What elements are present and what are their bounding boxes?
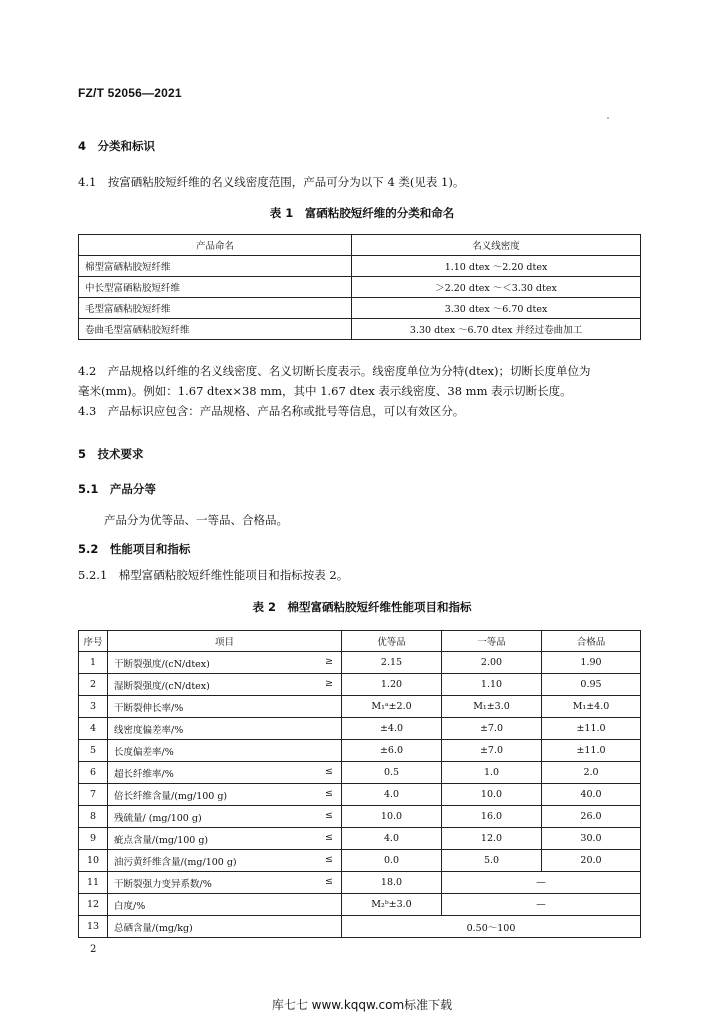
table1-header: 产品命名 [79,235,352,256]
table2-header-row [79,631,641,652]
table2-item-cell [108,674,342,696]
table2-cell: 9 [79,828,108,850]
table2-item-cell [108,740,342,762]
table2-cell: 12.0 [442,828,542,850]
table2-performance [78,630,641,938]
table2-header: 序号 [79,631,108,652]
table1-header: 名义线密度 [352,235,641,256]
page-number: 2 [90,944,97,955]
table-row [79,828,641,850]
table2-body [79,652,641,872]
table2-item-cell [108,872,342,894]
table1-cell: 中长型富硒粘胶短纤维 [79,277,352,298]
table2-cell: ±7.0 [442,718,542,740]
table2-item-label: 干断裂伸长率/% [114,702,184,714]
table2-cell: 2.00 [442,652,542,674]
table2-cell: 1.10 [442,674,542,696]
table-row [79,277,641,298]
table2-cell: ±7.0 [442,740,542,762]
table1-cell: 1.10 dtex ～2.20 dtex [352,256,641,277]
table-row [79,696,641,718]
table2-item-cell [108,784,342,806]
table2-item-cell [108,762,342,784]
table2-item-cell [108,718,342,740]
table2-item-label: 倍长纤维含量/(mg/100 g) [114,790,228,802]
table2-cell: 6 [79,762,108,784]
table2-item-label: 疵点含量/(mg/100 g) [114,834,209,846]
table2-cell: 10.0 [342,806,442,828]
table2-cell: 0.95 [542,674,641,696]
table2-item-label: 油污黄纤维含量/(mg/100 g) [114,856,237,868]
table2-operator: ≤ [325,765,333,777]
paragraph-5-1: 产品分为优等品、一等品、合格品。 [104,513,288,527]
table2-cell: 5 [79,740,108,762]
table2-cell: 18.0 [342,872,442,894]
table2-header: 一等品 [442,631,542,652]
table2-item-cell [108,696,342,718]
table2-header: 合格品 [542,631,641,652]
table2-item-cell [108,828,342,850]
table-row [79,674,641,696]
table2-item-label: 长度偏差率/% [114,746,174,758]
table-row [79,256,641,277]
paragraph-4-2-line2: 毫米(mm)。例如：1.67 dtex×38 mm，其中 1.67 dtex 表示线密度、38 mm 表示切断长度。 [78,384,572,398]
table2-item-label: 干断裂强度/(cN/dtex) [114,658,210,670]
table2-operator: ≥ [325,655,333,667]
paragraph-4-1: 4.1 按富硒粘胶短纤维的名义线密度范围，产品可分为以下 4 类(见表 1)。 [78,175,465,189]
table2-cell: M₁ᵃ±2.0 [342,696,442,718]
table1-caption: 表 1 富硒粘胶短纤维的分类和命名 [269,206,455,220]
table1-cell: 毛型富硒粘胶短纤维 [79,298,352,319]
table-row [79,652,641,674]
table2-cell: 40.0 [542,784,641,806]
table2-cell: 11 [79,872,108,894]
table2-cell: 1 [79,652,108,674]
table1-header-row [79,235,641,256]
table2-operator: ≤ [325,831,333,843]
table2-item-cell [108,652,342,674]
table2-cell: 10 [79,850,108,872]
table2-item-label: 线密度偏差率/% [114,724,184,736]
table2-cell: 2.0 [542,762,641,784]
table2-cell: 8 [79,806,108,828]
table2-item-label: 总硒含量/(mg/kg) [114,922,193,934]
table2-item-label: 白度/% [114,900,146,912]
table2-cell: 26.0 [542,806,641,828]
table2-cell: 0.50～100 [342,916,641,938]
table2-cell: 0.5 [342,762,442,784]
paragraph-5-2-1: 5.2.1 棉型富硒粘胶短纤维性能项目和指标按表 2。 [78,568,349,582]
section-5-title: 5 技术要求 [78,447,144,461]
table2-cell: 20.0 [542,850,641,872]
table1-cell: 3.30 dtex ～6.70 dtex [352,298,641,319]
table2-cell: 7 [79,784,108,806]
table-row [79,872,641,894]
footer-watermark: 库七七 www.kqqw.com标准下载 [271,998,453,1012]
table2-header: 优等品 [342,631,442,652]
table2-cell: 1.90 [542,652,641,674]
table-row [79,916,641,938]
table2-cell: 16.0 [442,806,542,828]
paragraph-4-2-line1: 4.2 产品规格以纤维的名义线密度、名义切断长度表示。线密度单位为分特(dtex)；切断长度单位为 [78,364,591,378]
table2-cell: 4 [79,718,108,740]
table1-classification [78,234,641,340]
table2-cell: 12 [79,894,108,916]
table2-cell: 13 [79,916,108,938]
table2-cell: 4.0 [342,828,442,850]
table2-item-cell [108,916,342,938]
table2-cell: M₂ᵇ±3.0 [342,894,442,916]
table-row [79,806,641,828]
table2-header: 项目 [108,631,342,652]
table2-operator: ≤ [325,809,333,821]
table1-cell: ＞2.20 dtex ～＜3.30 dtex [352,277,641,298]
table2-cell: ±4.0 [342,718,442,740]
table2-cell: ±6.0 [342,740,442,762]
paragraph-4-3: 4.3 产品标识应包含：产品规格、产品名称或批号等信息，可以有效区分。 [78,404,465,418]
table2-operator: ≤ [325,787,333,799]
table2-operator: ≤ [325,875,333,887]
table-row [79,850,641,872]
table2-cell: 0.0 [342,850,442,872]
table2-cell: ±11.0 [542,718,641,740]
table-row [79,298,641,319]
table-row [79,894,641,916]
table1-cell: 3.30 dtex ～6.70 dtex 并经过卷曲加工 [352,319,641,340]
table2-cell: 5.0 [442,850,542,872]
scan-speck [607,117,609,119]
table2-cell: M₁±4.0 [542,696,641,718]
table2-cell: — [442,894,641,916]
table2-cell: 3 [79,696,108,718]
table2-caption: 表 2 棉型富硒粘胶短纤维性能项目和指标 [252,600,472,614]
table-row [79,319,641,340]
table2-cell: ±11.0 [542,740,641,762]
table1-cell: 棉型富硒粘胶短纤维 [79,256,352,277]
table2-cell: 1.20 [342,674,442,696]
table2-item-cell [108,806,342,828]
standard-code: FZ/T 52056—2021 [78,86,182,100]
section-5-1-title: 5.1 产品分等 [78,482,156,496]
table2-item-cell [108,894,342,916]
table-row [79,762,641,784]
table2-cell: M₁±3.0 [442,696,542,718]
section-4-title: 4 分类和标识 [78,139,156,153]
table2-item-cell [108,850,342,872]
table-row [79,740,641,762]
table2-cell: — [442,872,641,894]
table2-cell: 2.15 [342,652,442,674]
table2-item-label: 残硫量/ (mg/100 g) [114,812,202,824]
table2-cell: 30.0 [542,828,641,850]
table-row [79,784,641,806]
table2-item-label: 干断裂强力变异系数/% [114,878,212,890]
table2-operator: ≤ [325,853,333,865]
table2-operator: ≥ [325,677,333,689]
table2-cell: 4.0 [342,784,442,806]
table2-cell: 2 [79,674,108,696]
table1-cell: 卷曲毛型富硒粘胶短纤维 [79,319,352,340]
section-5-2-title: 5.2 性能项目和指标 [78,542,191,556]
table2-item-label: 超长纤维率/% [114,768,174,780]
table2-item-label: 湿断裂强度/(cN/dtex) [114,680,210,692]
table-row [79,718,641,740]
table2-cell: 1.0 [442,762,542,784]
table2-cell: 10.0 [442,784,542,806]
